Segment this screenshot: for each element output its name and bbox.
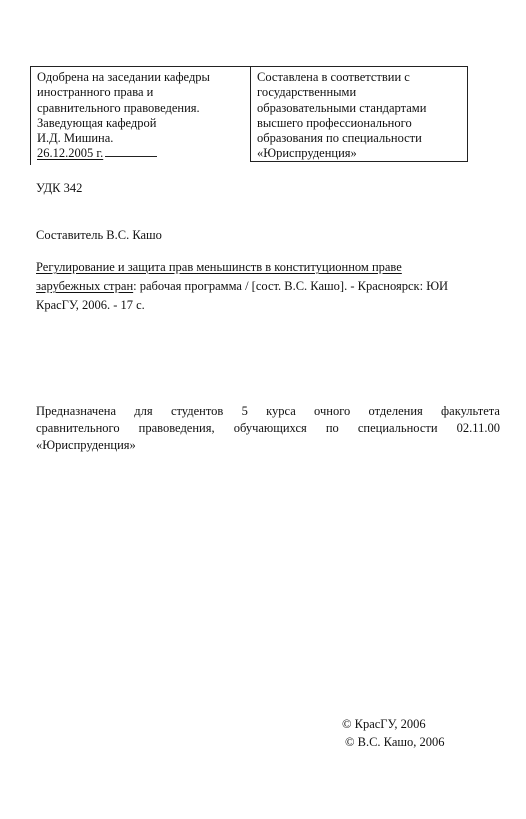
purpose-word: студентов [170,404,224,418]
approval-line: И.Д. Мишина. [37,131,114,146]
compiler-line: Составитель В.С. Кашо [36,228,162,242]
citation-line: КрасГУ, 2006. - 17 с. [36,298,145,312]
purpose-word: факультета [441,404,500,418]
approval-line: иностранного права и [37,85,154,100]
approval-date: 26.12.2005 г. [37,146,104,161]
standards-line: государственными [257,85,357,100]
citation-details: : рабочая программа / [сост. В.С. Кашо]. - Красноярск: ЮИ [133,279,449,293]
approval-block [30,67,243,165]
copyright-block [342,715,445,751]
standards-line: Составлена в соответствии с [257,70,410,84]
purpose-word: для [134,404,153,418]
purpose-line [36,403,500,420]
standards-line: «Юриспруденция» [257,146,357,161]
approval-header-box [30,66,468,165]
citation-title: зарубежных стран [36,279,134,293]
purpose-word: специальности [357,421,438,435]
purpose-word: 02.11.00 [456,421,500,435]
standards-line: образовательными стандартами [257,100,427,115]
purpose-word: по [325,421,339,435]
purpose-word: очного [314,404,351,418]
purpose-word: Предназначена [36,404,117,418]
purpose-paragraph [36,403,500,454]
purpose-word: 5 [241,404,248,418]
purpose-word: «Юриспруденция» [36,438,136,452]
date-underline-rule [105,156,157,157]
purpose-line [36,437,500,454]
udk-code: УДК 342 [36,181,83,195]
standards-line: образования по специальности [257,131,422,146]
purpose-line [36,420,500,437]
approval-line: Одобрена на заседании кафедры [37,70,210,84]
citation-title: Регулирование и защита прав меньшинств в конституционном праве [36,260,402,274]
purpose-word: сравнительного [36,421,120,435]
copyright-line: © В.С. Кашо, 2006 [345,735,445,749]
approval-date-row [31,146,243,161]
copyright-line: © КрасГУ, 2006 [342,717,426,731]
citation-line [36,258,500,277]
bibliographic-citation [36,258,500,315]
citation-line [36,277,500,296]
approval-line: Заведующая кафедрой [37,115,157,130]
standards-line: высшего профессионального [257,115,412,130]
purpose-word: правоведения, [138,421,215,435]
purpose-word: курса [266,404,296,418]
purpose-word: отделения [368,404,423,418]
approval-line: сравнительного правоведения. [37,100,200,115]
standards-block [250,67,468,162]
purpose-word: обучающихся [233,421,307,435]
